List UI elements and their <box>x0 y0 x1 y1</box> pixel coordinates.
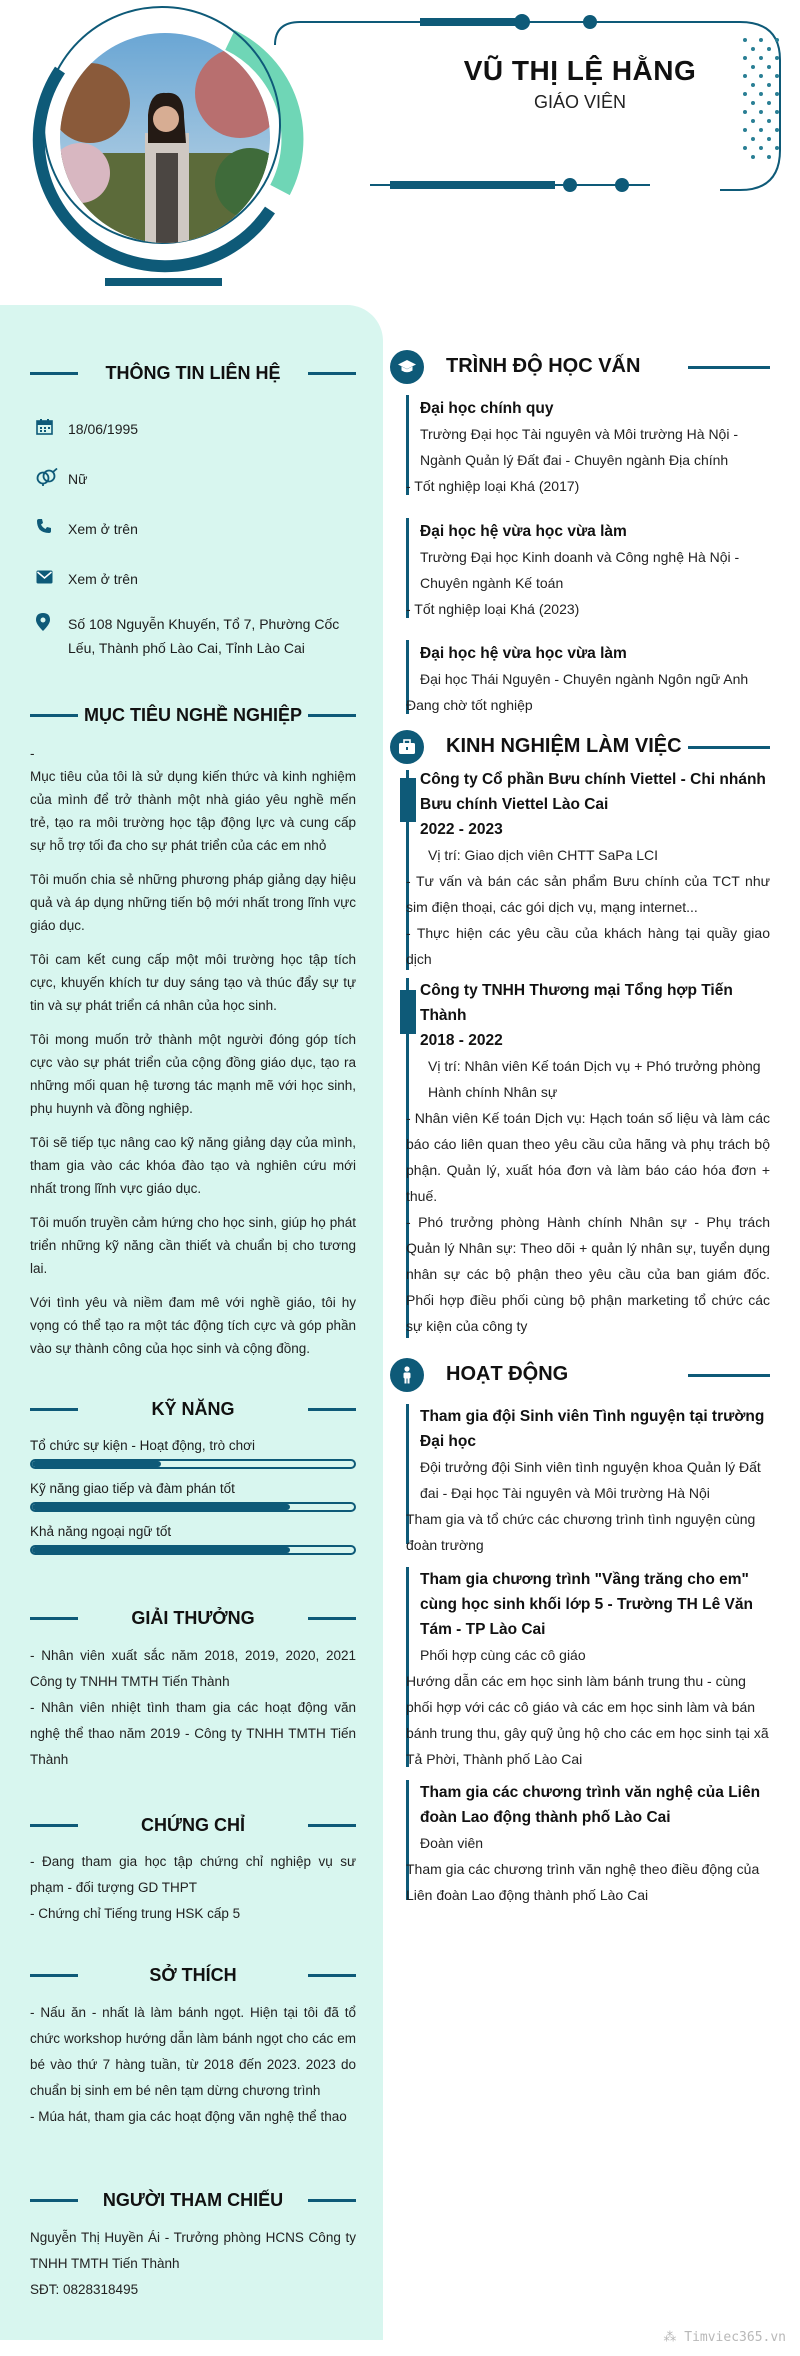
activity-entry: Tham gia các chương trình văn nghệ của Liên đoàn Lao động thành phố Lào Cai Đoàn viên Tham gia các chương trình văn nghệ theo điều động của Liên đoàn Lao động thành phố Lào Cai <box>406 1784 761 1903</box>
briefcase-icon <box>390 730 424 764</box>
location-icon <box>36 612 68 660</box>
references-heading: NGƯỜI THAM CHIẾU <box>30 2185 356 2215</box>
awards-heading: GIẢI THƯỞNG <box>30 1603 356 1633</box>
skill-bar <box>30 1459 356 1469</box>
education-entry: Đại học hệ vừa học vừa làm Đại học Thái Nguyên - Chuyên ngành Ngôn ngữ Anh Đang chờ tốt nghiệp <box>406 645 749 713</box>
objective-heading: MỤC TIÊU NGHỀ NGHIỆP <box>30 700 356 730</box>
objective-text: - Mục tiêu của tôi là sử dụng kiến thức và kinh nghiệm của mình để trở thành một nhà giáo yêu nghề mến trẻ, tạo ra môi trường học tập động lực và cung cấp sự hỗ trợ tối đa cho sự phát triển của các em nhỏ Tôi muốn chia sẻ những phương pháp giảng dạy hiệu quả và áp dụng những tiến bộ mới nhất trong lĩnh vực giáo dục. Tôi cam kết cung cấp một môi trường học tập tích cực, khuyến khích tư duy sáng tạo và thúc đẩy sự tự tin và sự phát triển cá nhân của học sinh. Tôi mong muốn trở thành một người đóng góp tích cực vào sự phát triển của cộng đồng giáo dục, tạo ra những mối quan hệ tương tác mạnh mẽ với học sinh, phụ huynh và đồng nghiệp. Tôi sẽ tiếp tục nâng cao kỹ năng giảng dạy của mình, tham gia vào các khóa đào tạo và nghiên cứu mới nhất trong lĩnh vực giáo dục. Tôi muốn truyền cảm hứng cho học sinh, giúp họ phát triển những kỹ năng cần thiết và chuẩn bị cho tương lai. Với tình yêu và niềm đam mê với nghề giáo, tôi hy vọng có thể tạo ra một tác động tích cực và góp phần vào sự thành công của học sinh và cộng đồng. <box>30 746 356 1356</box>
skill-item: Khả năng ngoại ngữ tốt <box>30 1524 356 1555</box>
timeline-marker <box>400 990 416 1034</box>
contact-email: Xem ở trên <box>36 567 356 592</box>
skill-item: Tổ chức sự kiện - Hoạt động, trò chơi <box>30 1438 356 1469</box>
experience-entry: Công ty Cổ phần Bưu chính Viettel - Chi nhánh Bưu chính Viettel Lào Cai 2022 - 2023 Vị trí: Giao dịch viên CHTT SaPa LCI - Tư vấn và bán các sản phẩm Bưu chính của TCT như sim điện thoại, các gói dịch vụ, mạng internet... - Thực hiện các yêu cầu của khách hàng tại quầy giao dịch <box>406 771 770 967</box>
education-entry: Đại học chính quy Trường Đại học Tài nguyên và Môi trường Hà Nội - Ngành Quản lý Đất đai - Chuyên ngành Địa chính - Tốt nghiệp loại Khá (2017) <box>406 400 739 494</box>
contact-gender: Nữ <box>36 467 356 494</box>
experience-heading: KINH NGHIỆM LÀM VIỆC <box>390 730 770 764</box>
experience-entry: Công ty TNHH Thương mại Tổng hợp Tiến Thành 2018 - 2022 Vị trí: Nhân viên Kế toán Dịch vụ + Phó trưởng phòng Hành chính Nhân sự - Nhân viên Kế toán Dịch vụ: Hạch toán số liệu và làm các báo cáo liên quan theo yêu cầu của hãng và phụ trách bộ phận. Quản lý, xuất hóa đơn và làm báo cáo hóa đơn + thuế. - Phó trưởng phòng Hành chính Nhân sự - Phụ trách Quản lý Nhân sự: Theo dõi + quản lý nhân sự, tuyển dụng nhân sự các bộ phận theo yêu cầu của ban giám đốc. Phối hợp điều phối cùng bộ phận marketing tổ chức các sự kiện của công ty <box>406 982 770 1334</box>
contact-address: Số 108 Nguyễn Khuyến, Tổ 7, Phường Cốc Lếu, Thành phố Lào Cai, Tỉnh Lào Cai <box>36 612 356 660</box>
gender-icon <box>36 467 68 494</box>
email-icon <box>36 567 68 592</box>
education-entry: Đại học hệ vừa học vừa làm Trường Đại học Kinh doanh và Công nghệ Hà Nội - Chuyên ngành Kế toán - Tốt nghiệp loại Khá (2023) <box>406 523 740 617</box>
awards-list: - Nhân viên xuất sắc năm 2018, 2019, 2020, 2021 Công ty TNHH TMTH Tiến Thành - Nhân viên nhiệt tình tham gia các hoạt động văn nghệ thể thao năm 2019 - Công ty TNHH TMTH Tiến Thành <box>30 1648 356 1767</box>
references-text: Nguyễn Thị Huyền Ái - Trưởng phòng HCNS Công ty TNHH TMTH Tiến Thành SĐT: 0828318495 <box>30 2230 356 2297</box>
avatar <box>60 33 270 243</box>
skills-heading: KỸ NĂNG <box>30 1394 356 1424</box>
hobbies-heading: SỞ THÍCH <box>30 1960 356 1990</box>
contact-heading: THÔNG TIN LIÊN HỆ <box>30 358 356 388</box>
contact-phone: Xem ở trên <box>36 517 356 542</box>
calendar-icon <box>36 417 68 443</box>
skill-bar <box>30 1502 356 1512</box>
candidate-name: VŨ THỊ LỆ HẰNG <box>463 55 697 86</box>
timeline-marker <box>400 778 416 822</box>
hobbies-list: - Nấu ăn - nhất là làm bánh ngọt. Hiện tại tôi đã tổ chức workshop hướng dẫn làm bánh ngọt cho các em bé vào thứ 7 hàng tuần, từ 2018 đến 2023. 2023 do chuẩn bị sinh em bé nên tạm dừng chương trình - Múa hát, tham gia các hoạt động văn nghệ thể thao <box>30 2005 356 2124</box>
phone-icon <box>36 517 68 542</box>
candidate-role: GIÁO VIÊN <box>533 92 627 112</box>
certificates-heading: CHỨNG CHỈ <box>30 1810 356 1840</box>
person-icon <box>390 1358 424 1392</box>
activity-entry: Tham gia chương trình "Vầng trăng cho em" cùng học sinh khối lớp 5 - Trường TH Lê Văn Tám - TP Lào Cai Phối hợp cùng các cô giáo Hướng dẫn các em học sinh làm bánh trung thu - cùng phối hợp với các cô giáo và các em học sinh làm và bán bánh trung thu, gây quỹ ủng hộ cho các em học sinh tại xã Tả Phời, Thành phố Lào Cai <box>406 1571 769 1767</box>
watermark: ⁂ Timviec365.vn <box>663 2330 786 2345</box>
education-heading: TRÌNH ĐỘ HỌC VẤN <box>390 350 770 384</box>
activity-entry: Tham gia đội Sinh viên Tình nguyện tại trường Đại học Đội trưởng đội Sinh viên tình nguyện khoa Quản lý Đất đai - Đại học Tài nguyên và Môi trường Hà Nội Tham gia và tổ chức các chương trình tình nguyện cùng đoàn trường <box>406 1408 765 1553</box>
skill-bar <box>30 1545 356 1555</box>
skill-item: Kỹ năng giao tiếp và đàm phán tốt <box>30 1481 356 1512</box>
contact-dob: 18/06/1995 <box>36 417 356 443</box>
certificates-list: - Đang tham gia học tập chứng chỉ nghiệp vụ sư phạm - đối tượng GD THPT - Chứng chỉ Tiếng trung HSK cấp 5 <box>30 1854 356 1921</box>
activities-heading: HOẠT ĐỘNG <box>390 1358 770 1392</box>
graduation-cap-icon <box>390 350 424 384</box>
